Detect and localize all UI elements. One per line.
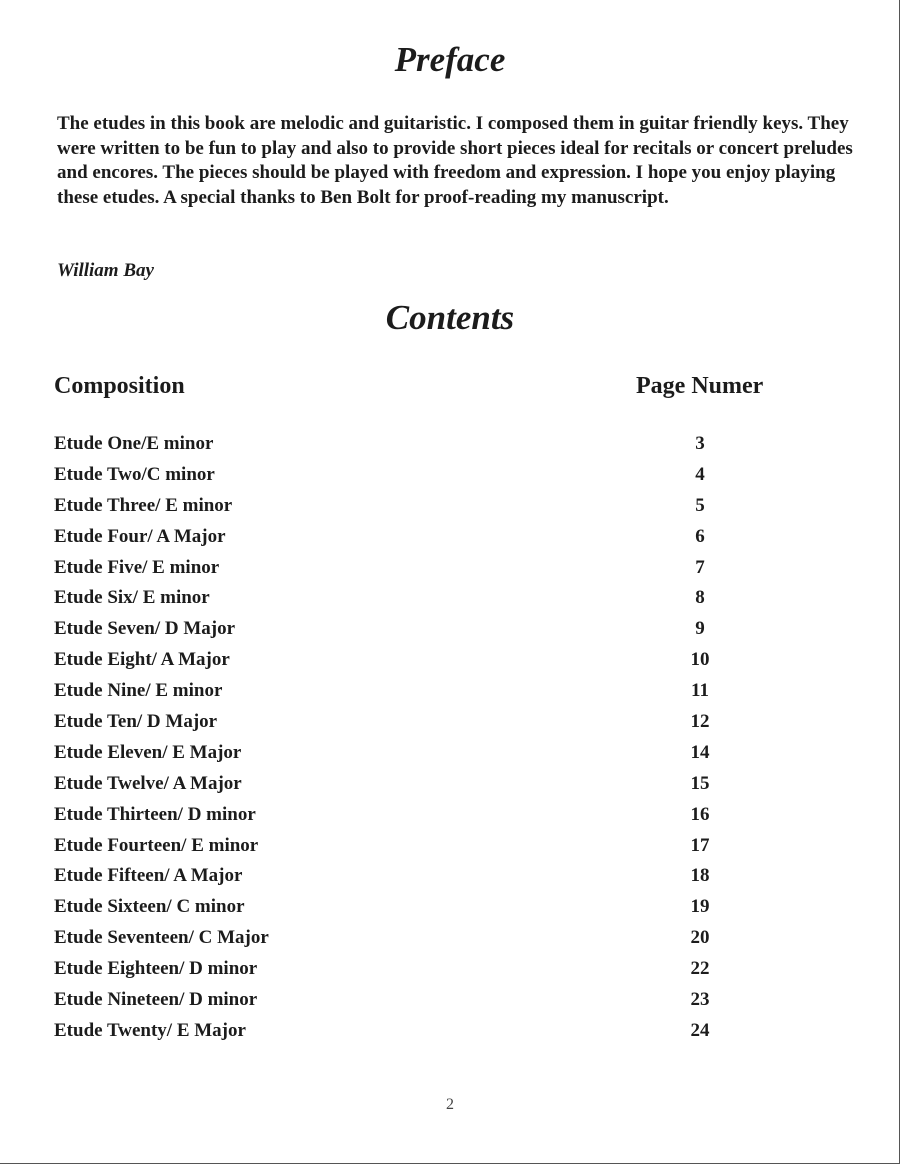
toc-entry-title: Etude Nineteen/ D minor <box>54 989 258 1011</box>
toc-entry-page: 5 <box>695 494 705 516</box>
toc-entry-title: Etude One/E minor <box>54 433 214 454</box>
toc-row <box>54 742 754 773</box>
toc-row <box>54 989 754 1020</box>
toc-entry-page: 12 <box>690 711 710 733</box>
toc-entry-title: Etude Seventeen/ C Major <box>54 927 269 949</box>
footer-page-number: 2 <box>446 1096 454 1113</box>
toc-entry-title: Etude Eleven/ E Major <box>54 741 242 763</box>
toc-row <box>54 495 754 526</box>
toc-entry-title: Etude Two/C minor <box>54 463 215 485</box>
toc-row <box>54 1020 754 1051</box>
toc-entry-page: 9 <box>695 618 705 640</box>
toc-entry-page: 8 <box>695 587 705 609</box>
toc-entry-page: 18 <box>690 865 710 887</box>
toc-row <box>54 804 754 835</box>
toc-entry-title: Etude Ten/ D Major <box>54 711 218 733</box>
toc-row <box>54 896 754 927</box>
toc-entry-title: Etude Thirteen/ D minor <box>54 803 256 825</box>
toc-row <box>54 865 754 896</box>
toc-entry-page: 10 <box>690 649 710 671</box>
toc-row <box>54 618 754 649</box>
toc-row <box>54 958 754 989</box>
toc-entry-page: 4 <box>695 463 705 485</box>
toc-entry-page: 3 <box>695 433 705 454</box>
toc-entry-title: Etude Four/ A Major <box>54 525 226 547</box>
toc-entry-page: 19 <box>690 896 710 918</box>
toc-entry-title: Etude Three/ E minor <box>54 494 233 516</box>
page-number-column-header: Page Numer <box>636 373 764 399</box>
toc-entry-page: 23 <box>690 989 710 1011</box>
toc-entry-title: Etude Twelve/ A Major <box>54 772 242 794</box>
toc-entry-page: 14 <box>690 741 710 763</box>
author-signature: William Bay <box>57 260 154 281</box>
toc-row <box>54 557 754 588</box>
toc-row <box>54 773 754 804</box>
toc-entry-title: Etude Fifteen/ A Major <box>54 865 243 887</box>
toc-entry-title: Etude Six/ E minor <box>54 587 210 609</box>
toc-entry-page: 15 <box>690 772 710 794</box>
toc-row <box>54 649 754 680</box>
toc-row <box>54 526 754 557</box>
toc-entry-title: Etude Eight/ A Major <box>54 649 230 671</box>
toc-row <box>54 927 754 958</box>
toc-entry-page: 6 <box>695 525 705 547</box>
toc-row <box>54 835 754 866</box>
toc-entry-title: Etude Nine/ E minor <box>54 680 223 702</box>
toc-entry-page: 11 <box>691 680 709 702</box>
toc-row <box>54 464 754 495</box>
toc-row <box>54 711 754 742</box>
preface-heading: Preface <box>394 40 506 79</box>
toc-entry-page: 22 <box>690 958 710 980</box>
toc-entry-page: 16 <box>690 803 710 825</box>
contents-heading: Contents <box>385 298 515 337</box>
toc-entry-title: Etude Five/ E minor <box>54 556 220 578</box>
toc-row <box>54 587 754 618</box>
toc-row <box>54 433 754 464</box>
preface-paragraph: The etudes in this book are melodic and guitaristic. I composed them in guitar friendly keys. They were written to be fun to play and also to provide short pieces ideal for recitals or concert preludes and encores. The pieces should be played with freedom and expression. I hope you enjoy playing these etudes. A special thanks to Ben Bolt for proof-reading my manuscript. <box>57 113 853 208</box>
toc-entry-page: 17 <box>690 834 710 856</box>
toc-entry-page: 7 <box>695 556 705 578</box>
toc-entry-title: Etude Sixteen/ C minor <box>54 896 245 918</box>
contents-list <box>54 433 754 1051</box>
toc-entry-title: Etude Twenty/ E Major <box>54 1019 246 1041</box>
composition-column-header: Composition <box>54 373 185 399</box>
toc-entry-title: Etude Seven/ D Major <box>54 618 236 640</box>
toc-entry-page: 24 <box>690 1019 710 1041</box>
toc-entry-title: Etude Fourteen/ E minor <box>54 834 259 856</box>
toc-entry-page: 20 <box>690 927 710 949</box>
toc-entry-title: Etude Eighteen/ D minor <box>54 958 258 980</box>
toc-row <box>54 680 754 711</box>
